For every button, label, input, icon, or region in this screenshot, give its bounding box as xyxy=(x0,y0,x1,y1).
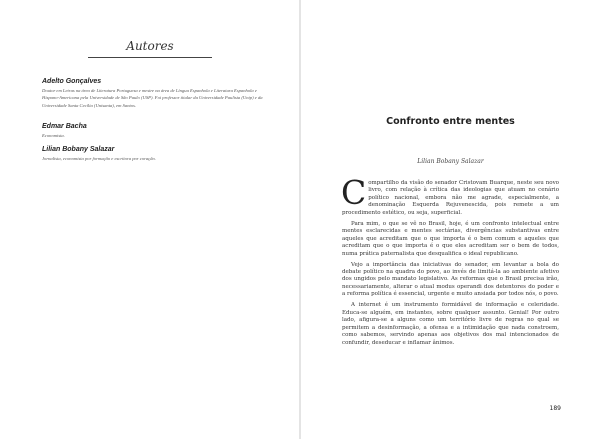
paragraph: Vejo a importância das iniciativas do senador, em levantar a bola do debate político na quadra do povo, ao invés de limitá-la ao ambiente afetivo dos ungidos pelo mandato legislativo. As reformas que o Brasil precisa irão, necessariamente, alterar o atual modus operandi dos detentores do poder e a reforma política é essencial, urgente e muito ansiada por todos nós, o povo. xyxy=(342,261,559,298)
article-byline: Lilian Bobany Salazar xyxy=(417,158,484,165)
author-name: Adelto Gonçalves xyxy=(42,78,102,85)
author-bio: Doutor em Letras na área de Literatura Portuguesa e mestre na área de Língua Espanhola e Literatura Espanhola e Hispano-Americana pela Universidade de São Paulo (USP). Foi professor titular da Universidade Paulista (Unip) e da Universidade Santa Cecília (Unisanta), em Santos. xyxy=(42,88,263,108)
author-bio: Jornalista, economista por formação e escritora por coração. xyxy=(42,156,156,161)
right-page xyxy=(301,0,600,439)
authors-heading: Autores xyxy=(126,39,174,53)
author-entry xyxy=(42,146,268,162)
page-number: 189 xyxy=(549,405,561,412)
heading-rule xyxy=(88,57,212,58)
paragraph-text: ompartilho da visão do senador Cristovam Buarque, neste seu novo livro, com relação à crítica das ideologias que atuam no cenário político nacional, embora não me agrade, especialmente, a denominação Esquerda Rejuvenescida, pois remete a um procedimento estético, ou seja, superficial. xyxy=(342,180,559,216)
paragraph xyxy=(341,173,559,217)
paragraph: Para mim, o que se vê no Brasil, hoje, é um confronto intelectual entre mentes esclarecidas e mentes sectárias, divergências substantivas entre aqueles que acreditam que o que importa é o bem comum e aqueles que acreditam que o que importa é o que eles acreditam ser o bem de todos, numa prática paternalista que desqualifica o ideal republicano. xyxy=(342,220,559,257)
paragraph: A internet é um instrumento formidável de informação e celeridade. Educa-se alguém, em instantes, sobre qualquer assunto. Genial! Por outro lado, afigura-se a alguns como um território livre de regras no qual se permitem a desinformação, a ofensa e a intimidação que nada constroem, como sabemos, servindo apenas aos objetivos dos mal intencionados de confundir, deseducar e inflamar ânimos. xyxy=(342,302,559,346)
left-page xyxy=(0,0,299,439)
author-name: Edmar Bacha xyxy=(42,123,87,130)
author-entry xyxy=(42,78,268,109)
article-title: Confronto entre mentes xyxy=(386,116,515,127)
author-name: Lilian Bobany Salazar xyxy=(42,146,115,153)
article-body xyxy=(341,173,559,351)
author-entry xyxy=(42,123,268,139)
drop-cap: C xyxy=(341,173,367,212)
author-bio: Economista. xyxy=(42,133,65,138)
